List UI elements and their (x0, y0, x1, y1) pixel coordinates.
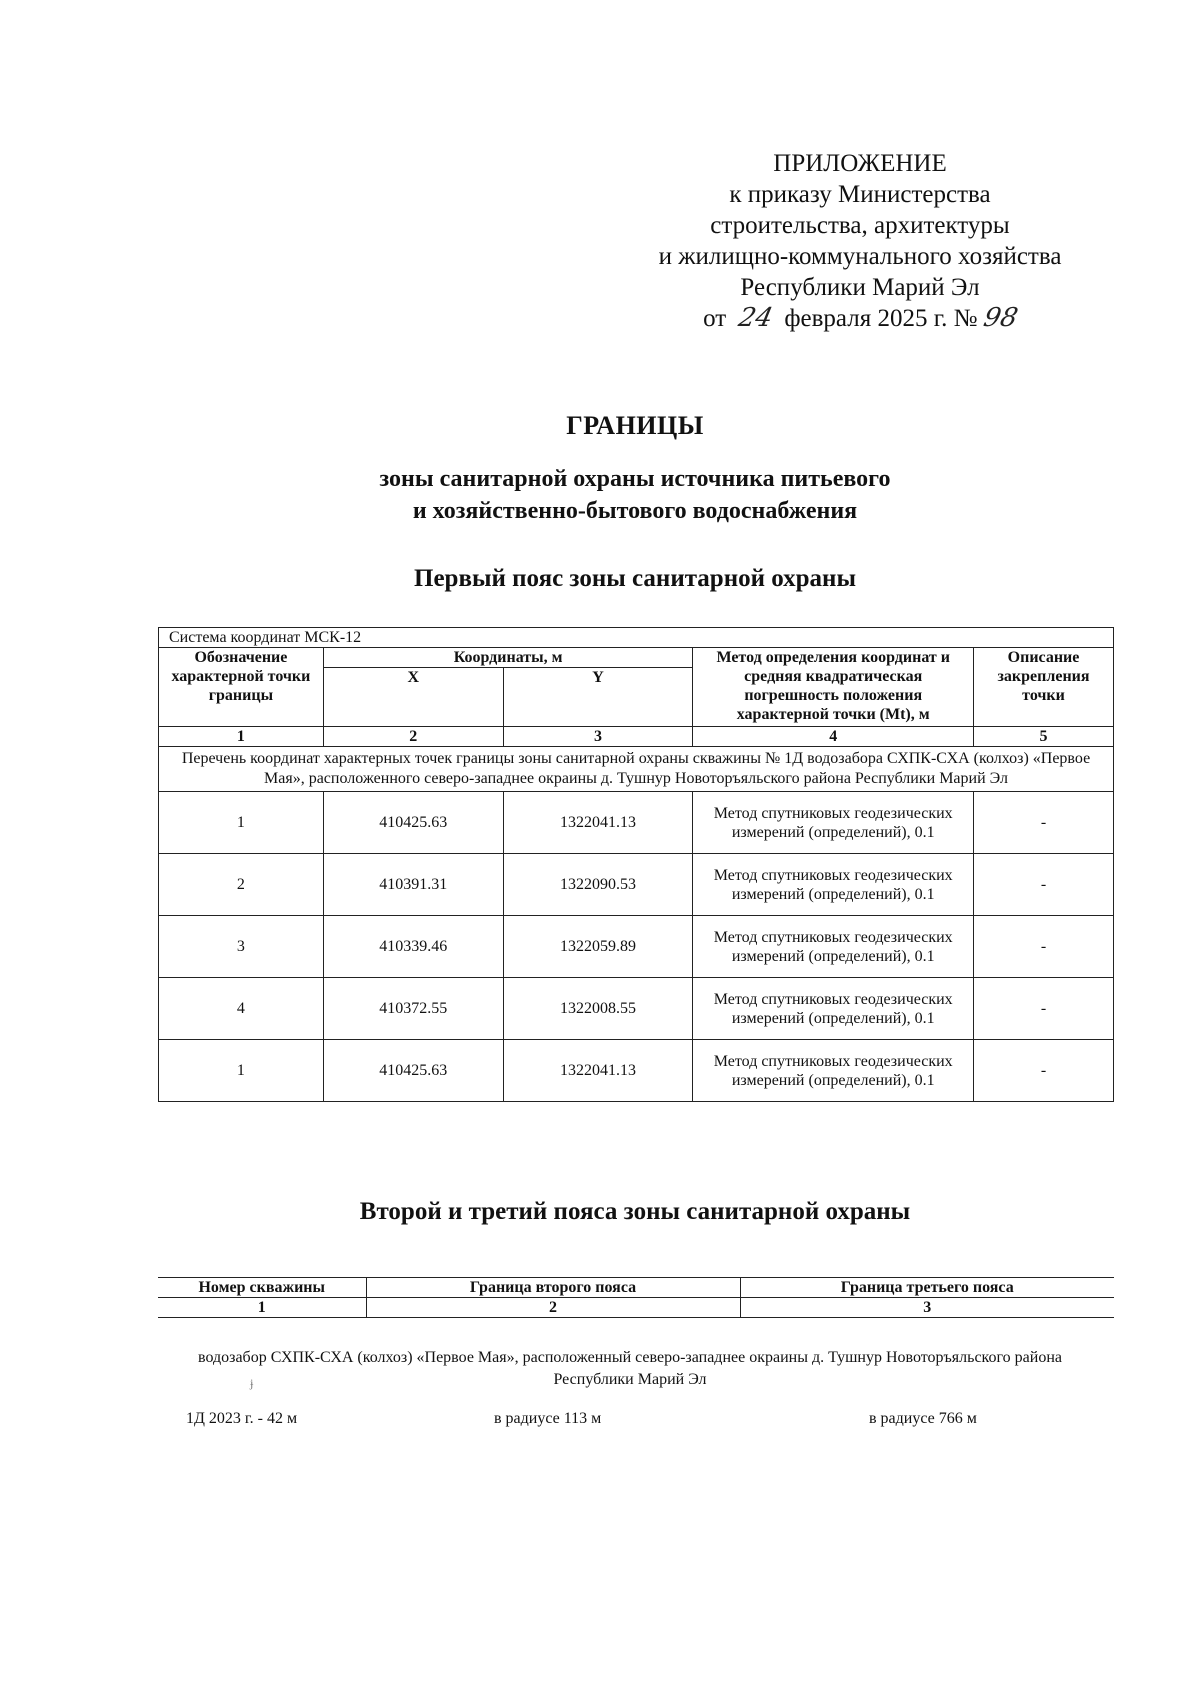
coordinate-system-cell: Система координат МСК-12 (159, 628, 1114, 648)
appendix-line-3: и жилищно-коммунального хозяйства (658, 243, 1062, 270)
appendix-line-4: Республики Марий Эл (740, 274, 980, 301)
table-row (159, 854, 1114, 916)
header-fixing: Описание закрепления точки (974, 648, 1114, 727)
order-number-handwritten: 98 (980, 303, 1021, 333)
order-date-line (600, 303, 1120, 334)
column-number: 2 (323, 727, 503, 747)
column-number: 3 (503, 727, 693, 747)
order-day-handwritten: 24 (735, 303, 776, 333)
method-cell: Метод спутниковых геодезических измерений (определений), 0.1 (693, 978, 974, 1040)
section-2-heading: Второй и третий пояса зоны санитарной охраны (359, 1198, 911, 1225)
coordinates-table (158, 627, 1114, 1102)
x-cell: 410372.55 (323, 978, 503, 1040)
scan-mark-icon: ɉ (250, 1376, 254, 1390)
appendix-title: ПРИЛОЖЕНИЕ (773, 150, 947, 177)
method-cell: Метод спутниковых геодезических измерений (определений), 0.1 (693, 916, 974, 978)
appendix-block (600, 148, 1120, 334)
zones-table (158, 1277, 1114, 1318)
table-row (159, 1040, 1114, 1102)
document-subtitle-line-1: зоны санитарной охраны источника питьевого (379, 466, 891, 492)
fixing-cell: - (974, 854, 1114, 916)
fixing-cell: - (974, 916, 1114, 978)
header-well-number: Номер скважины (158, 1278, 366, 1298)
third-zone-value: в радиусе 766 м (869, 1410, 977, 1427)
point-cell: 4 (159, 978, 324, 1040)
header-x: X (323, 668, 503, 727)
point-cell: 1 (159, 792, 324, 854)
document-subtitle (0, 463, 1200, 527)
header-second-zone: Граница второго пояса (366, 1278, 740, 1298)
header-y: Y (503, 668, 693, 727)
order-month-year: февраля 2025 г. № (784, 305, 978, 332)
table-row (159, 916, 1114, 978)
column-number: 1 (159, 727, 324, 747)
y-cell: 1322041.13 (503, 792, 693, 854)
x-cell: 410391.31 (323, 854, 503, 916)
x-cell: 410339.46 (323, 916, 503, 978)
appendix-line-1: к приказу Министерства (729, 181, 991, 208)
point-cell: 1 (159, 1040, 324, 1102)
fixing-cell: - (974, 978, 1114, 1040)
water-intake-description: водозабор СХПК-СХА (колхоз) «Первое Мая», расположенный северо-западнее окраины д. Тушнур Новоторъяльского района Республики Марий Эл (198, 1349, 1062, 1388)
x-cell: 410425.63 (323, 792, 503, 854)
appendix-line-2: строительства, архитектуры (710, 212, 1010, 239)
column-number: 5 (974, 727, 1114, 747)
column-number: 4 (693, 727, 974, 747)
header-point: Обозначение характерной точки границы (159, 648, 324, 727)
document-subtitle-line-2: и хозяйственно-бытового водоснабжения (412, 498, 858, 524)
fixing-cell: - (974, 792, 1114, 854)
table-row (159, 792, 1114, 854)
column-number: 1 (158, 1298, 366, 1318)
second-zone-value: в радиусе 113 м (494, 1410, 602, 1427)
y-cell: 1322090.53 (503, 854, 693, 916)
table-row (159, 978, 1114, 1040)
document-title: ГРАНИЦЫ (566, 411, 704, 440)
y-cell: 1322059.89 (503, 916, 693, 978)
header-coordinates: Координаты, м (323, 648, 693, 668)
header-method: Метод определения координат и средняя квадратическая погрешность положения характерной точки (Mt), м (693, 648, 974, 727)
list-title-cell: Перечень координат характерных точек границы зоны санитарной охраны скважины № 1Д водозабора СХПК-СХА (колхоз) «Первое Мая», расположенного северо-западнее окраины д. Тушнур Новоторъяльского района Республики Марий Эл (159, 747, 1114, 792)
header-third-zone: Граница третьего пояса (740, 1278, 1114, 1298)
method-cell: Метод спутниковых геодезических измерений (определений), 0.1 (693, 854, 974, 916)
y-cell: 1322041.13 (503, 1040, 693, 1102)
point-cell: 3 (159, 916, 324, 978)
column-number: 2 (366, 1298, 740, 1318)
column-number: 3 (740, 1298, 1114, 1318)
method-cell: Метод спутниковых геодезических измерений (определений), 0.1 (693, 1040, 974, 1102)
y-cell: 1322008.55 (503, 978, 693, 1040)
order-date-prefix: от (703, 305, 727, 332)
x-cell: 410425.63 (323, 1040, 503, 1102)
section-1-heading: Первый пояс зоны санитарной охраны (414, 565, 856, 592)
method-cell: Метод спутниковых геодезических измерений (определений), 0.1 (693, 792, 974, 854)
point-cell: 2 (159, 854, 324, 916)
fixing-cell: - (974, 1040, 1114, 1102)
well-value: 1Д 2023 г. - 42 м (186, 1410, 298, 1427)
